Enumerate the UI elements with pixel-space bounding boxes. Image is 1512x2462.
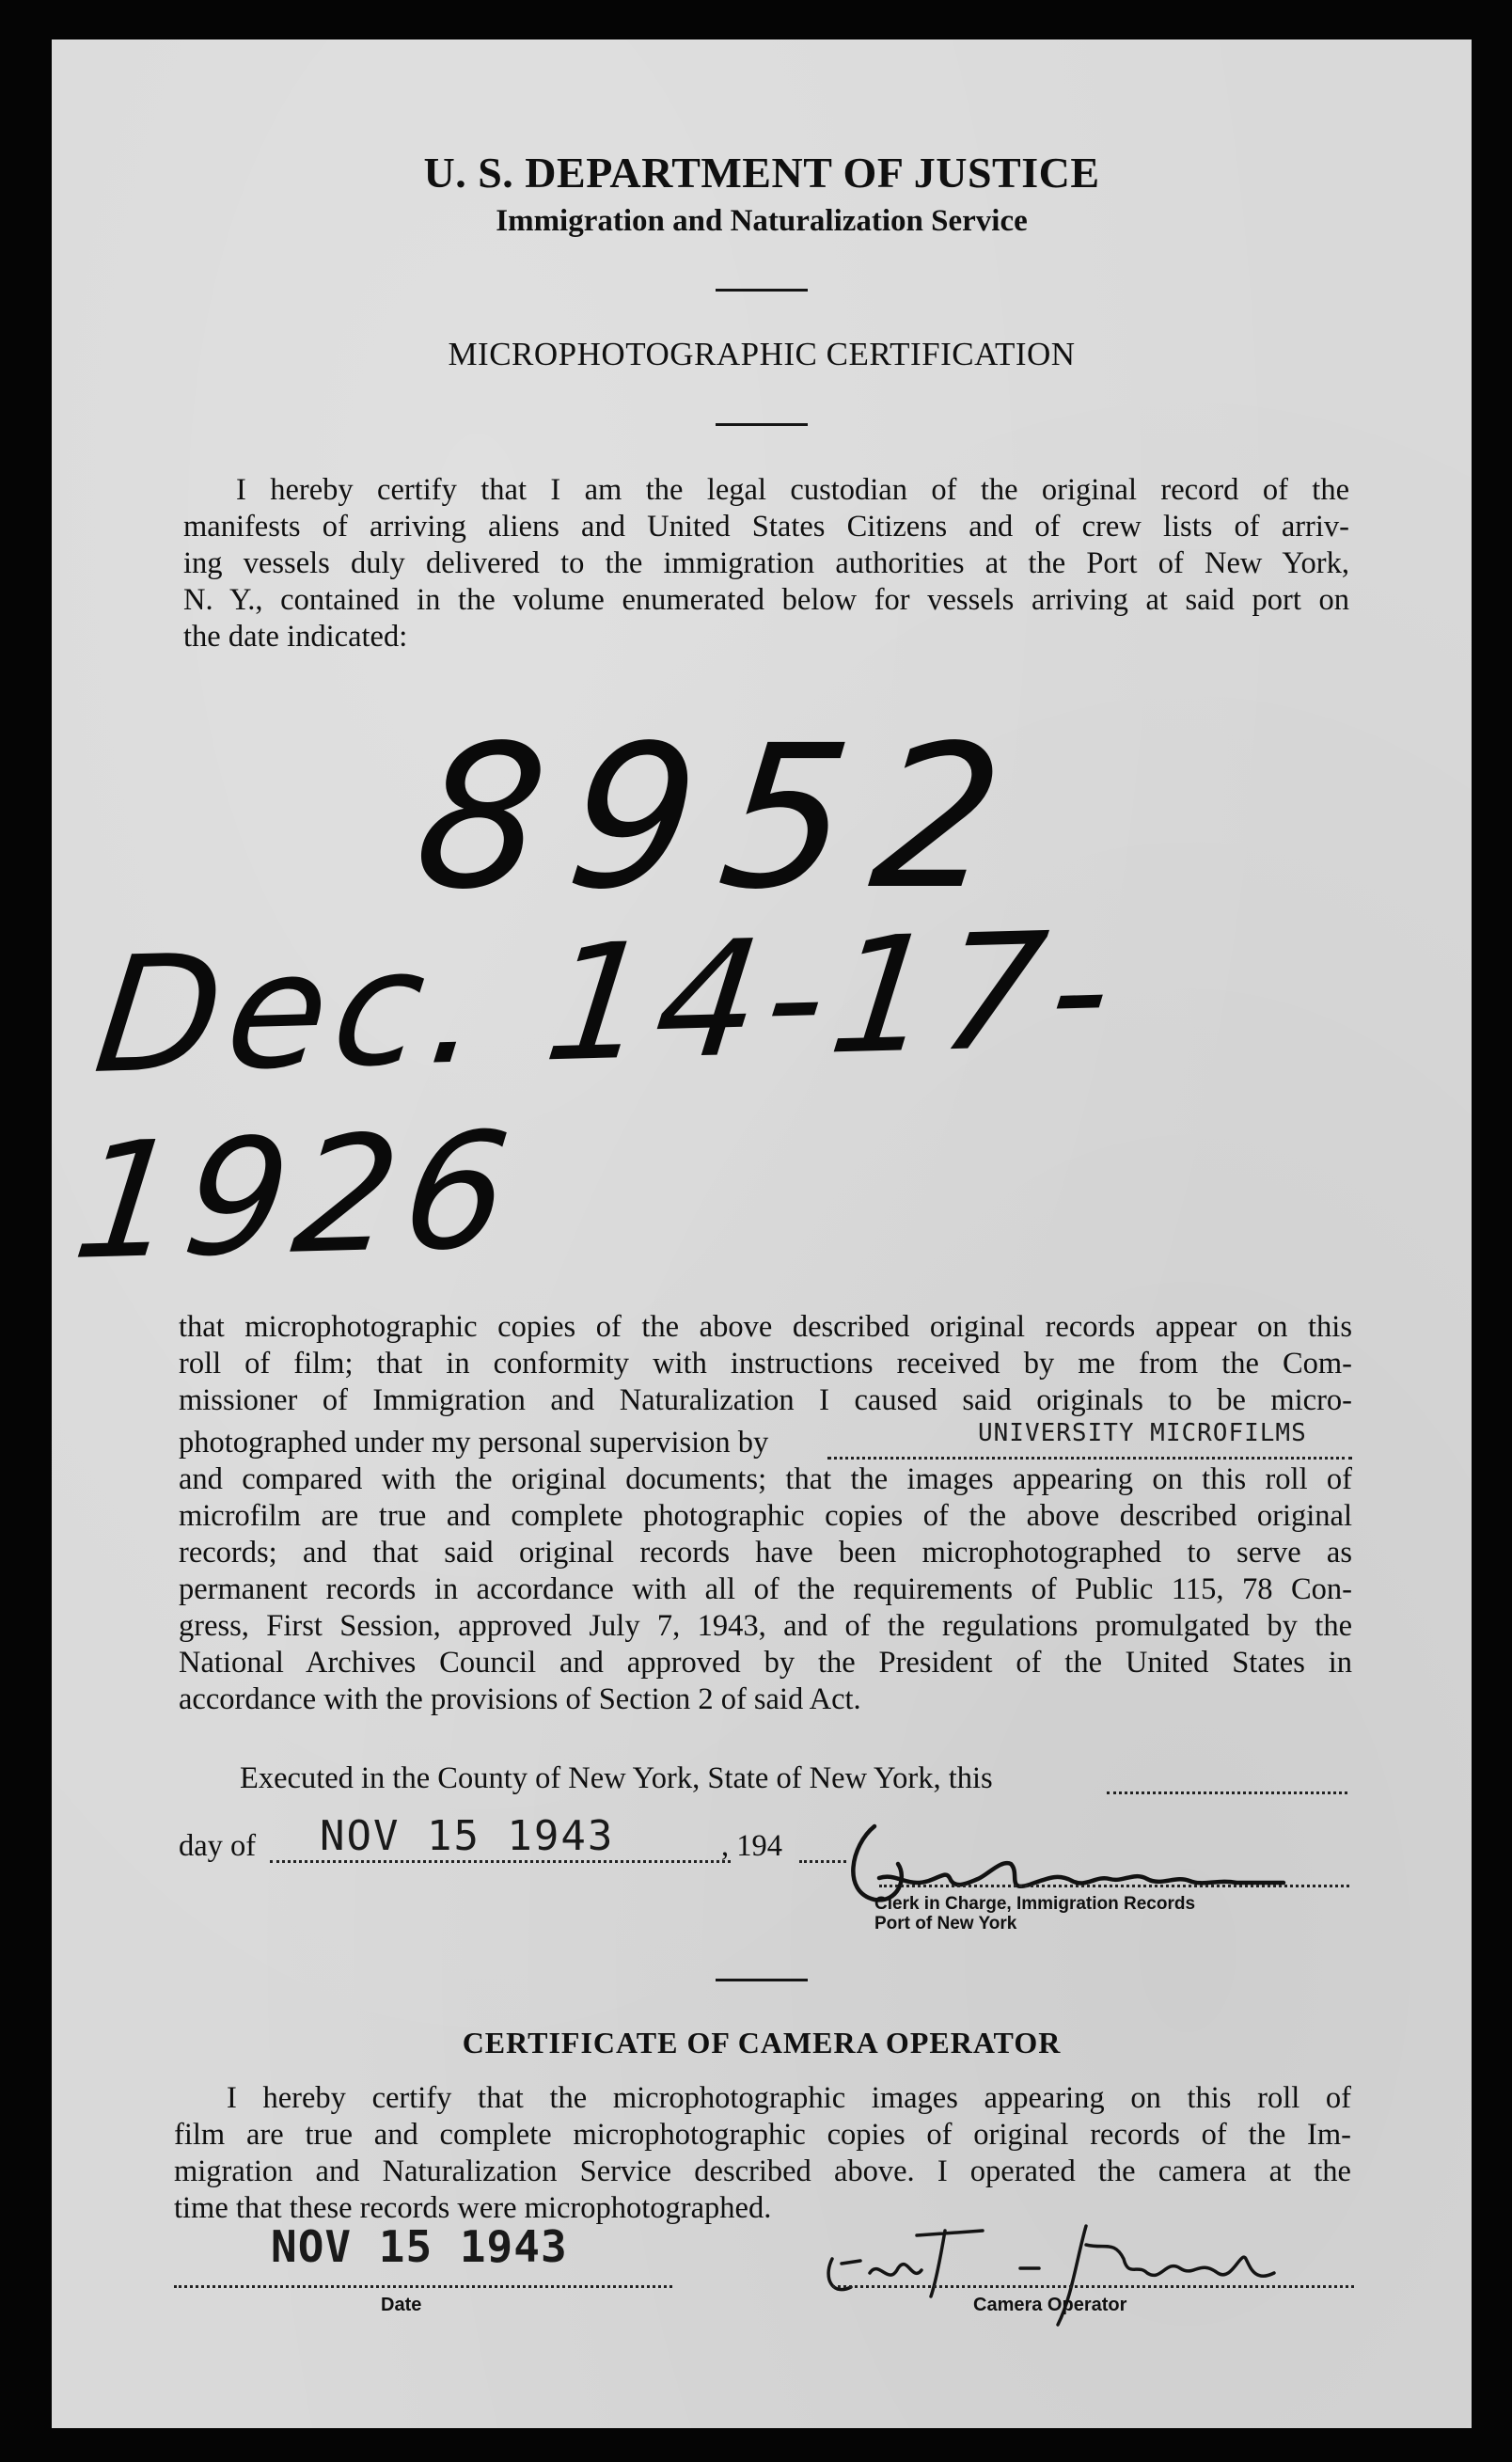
paragraph-line: ing vessels duly delivered to the immigration authorities at the Port of New York, [183,546,1349,580]
paragraph-line: permanent records in accordance with all of the requirements of Public 115, 78 Con- [179,1572,1352,1606]
execution-date-stamp: NOV 15 1943 [320,1812,615,1860]
paragraph-line: gress, First Session, approved July 7, 1943, and of the regulations promulgated by the [179,1609,1352,1643]
day-of-label: day of [179,1829,257,1863]
paragraph-line: records; and that said original records have been microphotographed to serve as [179,1536,1352,1570]
paragraph-line: that microphotographic copies of the above described original records appear on this [179,1310,1352,1344]
paragraph-line: missioner of Immigration and Naturalization I caused said originals to be micro- [179,1383,1352,1417]
date-label: Date [381,2295,422,2315]
paragraph-line: time that these records were microphotographed. [174,2191,772,2225]
clerk-title-line: Port of New York [874,1914,1017,1933]
executed-line: Executed in the County of New York, State of New York, this [240,1761,993,1795]
custodian-paragraph [183,472,1349,655]
body-paragraph [179,1309,1352,1718]
paragraph-line: roll of film; that in conformity with instructions received by me from the Com- [179,1347,1352,1381]
paragraph-line: I hereby certify that I am the legal custodian of the original record of the [236,473,1349,507]
divider [716,423,808,426]
certification-title: MICROPHOTOGRAPHIC CERTIFICATION [448,336,1076,372]
fill-line [270,1860,731,1863]
divider [716,1979,808,1981]
paragraph-line: and compared with the original documents; that the images appearing on this roll of [179,1462,1352,1496]
clerk-title-line: Clerk in Charge, Immigration Records [874,1894,1196,1914]
certificate-page [52,39,1472,2428]
paragraph-line: accordance with the provisions of Section 2 of said Act. [179,1682,861,1716]
paragraph-line: manifests of arriving aliens and United States Citizens and of crew lists of arriv- [183,510,1349,544]
supervision-prefix: photographed under my personal supervision by [179,1426,769,1460]
paragraph-line: film are true and complete microphotographic copies of original records of the Im- [174,2118,1351,2152]
paragraph-line: microfilm are true and complete photographic copies of the above described original [179,1499,1352,1533]
microfilmer-stamp: UNIVERSITY MICROFILMS [978,1419,1307,1447]
paragraph-line: N. Y., contained in the volume enumerated below for vessels arriving at said port on [183,583,1349,617]
paragraph-line: the date indicated: [183,620,408,654]
date-line [174,2285,672,2288]
operator-label: Camera Operator [973,2295,1127,2315]
year-prefix: , 194 [721,1829,782,1863]
fill-line [827,1457,1352,1460]
service-subheading: Immigration and Naturalization Service [496,204,1028,238]
paragraph-line: migration and Naturalization Service described above. I operated the camera at the [174,2154,1351,2188]
operator-date-stamp: NOV 15 1943 [271,2221,568,2272]
operator-signature-line [832,2285,1354,2288]
divider [716,289,808,292]
camera-operator-title: CERTIFICATE OF CAMERA OPERATOR [462,2026,1062,2060]
supervision-line [179,1419,1352,1461]
paragraph-line: I hereby certify that the microphotographic images appearing on this roll of [227,2081,1351,2115]
paragraph-line: National Archives Council and approved by the President of the United States in [179,1646,1352,1680]
handwritten-date-range: Dec. 14-17-1926 [65,896,1127,1296]
clerk-title [874,1894,1195,1933]
department-heading: U. S. DEPARTMENT OF JUSTICE [423,149,1100,197]
signature-line [879,1885,1349,1887]
handwritten-volume-number: 8952 [406,702,1039,933]
